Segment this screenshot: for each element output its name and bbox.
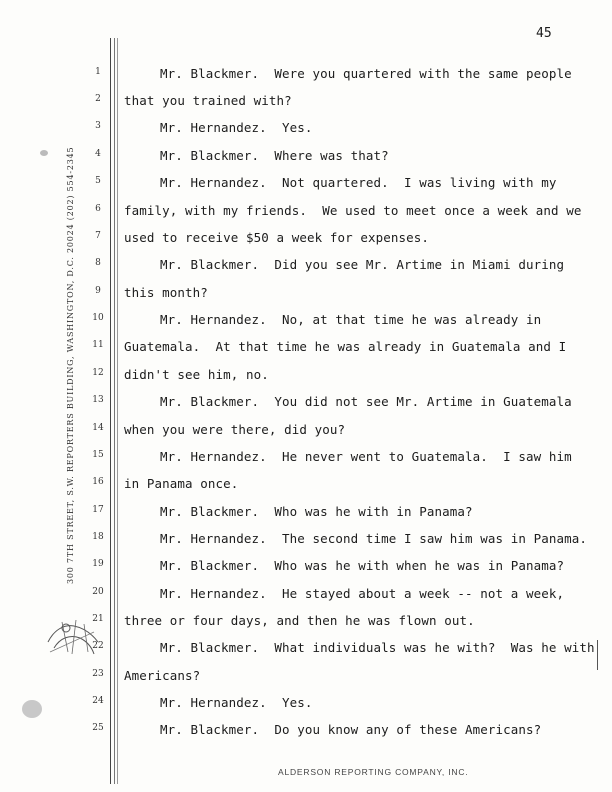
- transcript-line: three or four days, and then he was flown out.: [124, 613, 475, 628]
- transcript-line: Mr. Hernandez. Not quartered. I was living with my: [160, 175, 557, 190]
- line-number: 2: [95, 94, 101, 104]
- transcript-line: Mr. Hernandez. The second time I saw him was in Panama.: [160, 531, 588, 546]
- footer-company: ALDERSON REPORTING COMPANY, INC.: [278, 767, 469, 777]
- line-number: 12: [92, 368, 104, 378]
- line-number: 21: [92, 614, 104, 624]
- line-number: 6: [95, 204, 101, 214]
- transcript-line: Mr. Blackmer. Where was that?: [160, 148, 389, 163]
- transcript-line: Mr. Blackmer. Did you see Mr. Artime in Miami during: [160, 257, 565, 272]
- transcript-line: Americans?: [124, 668, 201, 683]
- page-number: 45: [536, 26, 552, 41]
- scan-speck: [22, 700, 42, 718]
- line-number: 18: [92, 532, 104, 542]
- transcript-line: family, with my friends. We used to meet once a week and we: [124, 203, 582, 218]
- transcript-line: Mr. Blackmer. Do you know any of these Americans?: [160, 722, 542, 737]
- transcript-line: Mr. Blackmer. Who was he with in Panama?: [160, 504, 473, 519]
- transcript-line: that you trained with?: [124, 93, 292, 108]
- transcript-line: this month?: [124, 285, 208, 300]
- line-number: 23: [92, 669, 104, 679]
- transcript-line: didn't see him, no.: [124, 367, 269, 382]
- margin-rule: [110, 38, 111, 784]
- line-number: 10: [92, 313, 104, 323]
- transcript-line: Mr. Hernandez. Yes.: [160, 120, 313, 135]
- transcript-line: Mr. Blackmer. What individuals was he with? Was he with: [160, 640, 595, 655]
- line-number: 25: [92, 723, 104, 733]
- right-margin-mark: [597, 640, 598, 670]
- line-number: 5: [95, 176, 101, 186]
- line-number: 17: [92, 505, 104, 515]
- line-number: 16: [92, 477, 104, 487]
- transcript-line: Mr. Hernandez. Yes.: [160, 695, 313, 710]
- line-number: 4: [95, 149, 101, 159]
- line-number: 14: [92, 423, 104, 433]
- line-number: 13: [92, 395, 104, 405]
- line-number: 22: [92, 641, 104, 651]
- scan-speck: [40, 150, 48, 156]
- line-number: 3: [95, 121, 101, 131]
- line-number: 24: [92, 696, 104, 706]
- margin-rule: [114, 38, 115, 784]
- line-number: 1: [95, 67, 101, 77]
- transcript-line: Mr. Hernandez. He never went to Guatemala. I saw him: [160, 449, 572, 464]
- transcript-line: Mr. Hernandez. He stayed about a week -- not a week,: [160, 586, 565, 601]
- transcript-line: used to receive $50 a week for expenses.: [124, 230, 430, 245]
- line-number: 9: [95, 286, 101, 296]
- line-number: 11: [92, 340, 104, 350]
- line-number: 7: [95, 231, 101, 241]
- line-number: 19: [92, 559, 104, 569]
- margin-rule: [117, 38, 118, 784]
- line-number: 15: [92, 450, 104, 460]
- transcript-line: Mr. Blackmer. Who was he with when he was in Panama?: [160, 558, 565, 573]
- transcript-line: Mr. Blackmer. Were you quartered with the same people: [160, 66, 572, 81]
- transcript-line: in Panama once.: [124, 476, 239, 491]
- line-number: 8: [95, 258, 101, 268]
- side-address-text: 300 7TH STREET, S.W. REPORTERS BUILDING, WASHINGTON, D.C. 20024 (202) 554-2345: [66, 146, 75, 584]
- line-number: 20: [92, 587, 104, 597]
- transcript-line: Mr. Hernandez. No, at that time he was already in: [160, 312, 542, 327]
- transcript-line: Guatemala. At that time he was already in Guatemala and I: [124, 339, 567, 354]
- transcript-line: when you were there, did you?: [124, 422, 346, 437]
- transcript-line: Mr. Blackmer. You did not see Mr. Artime in Guatemala: [160, 394, 572, 409]
